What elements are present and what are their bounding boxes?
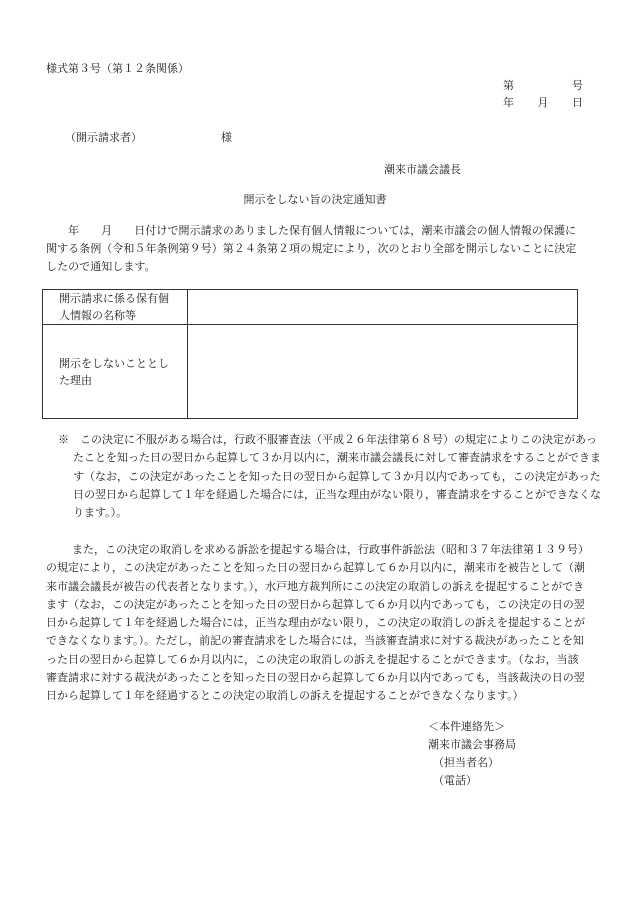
info-name-value — [188, 290, 578, 325]
date-year: 年 — [503, 96, 514, 109]
contact-office: 潮来市議会事務局 — [428, 738, 516, 751]
table-row — [43, 290, 578, 325]
form-number: 様式第３号（第１２条関係） — [46, 62, 189, 75]
reason-label: 開示をしないこととした理由 — [59, 356, 169, 387]
date-day: 日 — [572, 96, 583, 109]
document-date — [503, 96, 583, 110]
addressee-label: （開示請求者） — [65, 131, 142, 144]
appeal-note: ※ この決定に不服がある場合は，行政不服審査法（平成２６年法律第６８号）の規定によりこの決定があったことを知った日の翌日から起算して３か月以内に，潮来市議会議長に対して審査請求をすることができます（なお，この決定があったことを知った日の翌日から起算して３か月以内であっても，この決定があった日の翌日から起算して１年を経過した場合には，正当な理由がない限り，審査請求をすることができなくなります。）。 — [58, 433, 601, 520]
addressee-honorific: 様 — [221, 131, 232, 144]
info-table — [42, 289, 578, 419]
contact-phone: （電話） — [433, 774, 477, 787]
issuer-name: 潮来市議会議長 — [384, 163, 461, 176]
table-row — [43, 325, 578, 419]
number-prefix: 第 — [503, 79, 514, 92]
lawsuit-note: また，この決定の取消しを求める訴訟を提起する場合は，行政事件訴訟法（昭和３７年法律第１３９号）の規定により，この決定があったことを知った日の翌日から起算して６か月以内に，潮来市を被告として（潮来市議会議長が被告の代表者となります。），水戸地方裁判所にこの決定の取消しの訴えを提起することができます（なお，この決定があったことを知った日の翌日から起算して６か月以内であっても，この決定の日の翌日から起算して１年を経過した場合には，正当な理由がない限り，この決定の取消しの訴えを提起することができなくなります。）。ただし，前記の審査請求をした場合には，当該審査請求に対する裁決があったことを知った日の翌日から起算して６か月以内に，この決定の取消しの訴えを提起することができます。（なお，当該審査請求に対する裁決があったことを知った日の翌日から起算して６か月以内であっても，当該裁決の日の翌日から起算して１年を経過するとこの決定の取消しの訴えを提起することができなくなります。） — [46, 543, 585, 703]
contact-block — [428, 718, 516, 790]
info-name-label: 開示請求に係る保有個人情報の名称等 — [59, 292, 169, 322]
reason-value — [188, 325, 578, 419]
contact-person: （担当者名） — [433, 756, 499, 769]
body-paragraph: 年 月 日付けで開示請求のありました保有個人情報については，潮来市議会の個人情報の保護に関する条例（令和５年条例第９号）第２４条第２項の規定により，次のとおり全部を開示しないことに決定したので通知します。 — [46, 224, 577, 273]
document-number — [503, 79, 583, 93]
date-month: 月 — [537, 96, 549, 109]
contact-heading: ＜本件連絡先＞ — [428, 720, 505, 733]
number-suffix: 号 — [572, 79, 583, 92]
table-label-cell — [43, 325, 188, 419]
table-label-cell — [43, 290, 188, 325]
document-title: 開示をしない旨の決定通知書 — [243, 193, 387, 206]
